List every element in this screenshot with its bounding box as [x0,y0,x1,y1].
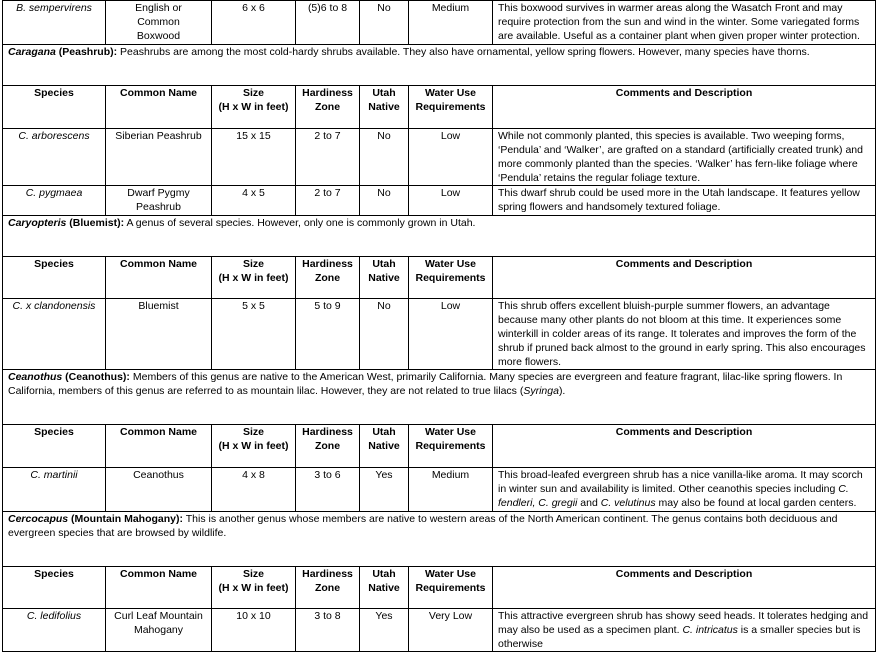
size-cell: 6 x 6 [212,1,296,45]
species-cell: B. sempervirens [3,1,106,45]
header-native: Utah Native [360,257,409,299]
header-comments: Comments and Description [493,86,876,129]
comment-cell: This broad-leafed evergreen shrub has a nice vanilla-like aroma. It may scorch in winter sun and availability is limited. Other ceanothis species including C. fendleri, C. gregii and C. velutinus may also be found at local garden centers. [493,468,876,512]
native-cell: No [360,1,409,45]
header-species: Species [3,425,106,468]
header-row [3,567,876,609]
genus-intro: Ceanothus (Ceanothus): Members of this genus are native to the American West, primarily California. Many species are evergreen and feature fragrant, lilac-like spring flowers. In California, members of this genus are referred to as mountain lilac. However, they are not related to true lilacs (Syringa). [3,370,876,425]
header-zone: Hardiness Zone [296,86,360,129]
genus-row-cercocapus [3,512,876,567]
species-cell: C. arborescens [3,129,106,186]
size-cell: 4 x 8 [212,468,296,512]
species-cell: C. ledifolius [3,609,106,652]
size-cell: 10 x 10 [212,609,296,652]
header-common-name: Common Name [106,567,212,609]
header-common-name: Common Name [106,86,212,129]
genus-intro [3,45,876,86]
header-species: Species [3,86,106,129]
size-cell: 4 x 5 [212,186,296,216]
header-native: Utah Native [360,567,409,609]
header-size: Size (H x W in feet) [212,425,296,468]
common-name-cell: Siberian Peashrub [106,129,212,186]
header-row [3,86,876,129]
header-species: Species [3,257,106,299]
water-cell: Very Low [409,609,493,652]
genus-intro [3,216,876,257]
header-native: Utah Native [360,86,409,129]
header-water: Water Use Requirements [409,567,493,609]
genus-text: Members of this genus are native to the American West, primarily California. Many species are evergreen and feature fragrant, lilac-like spring flowers. In California, members of this genus are referred to as mountain lilac. However, they are not related to true lilacs ( [8,371,843,397]
genus-text: This is another genus whose members are native to western areas of the North American continent. The genus contains both deciduous and evergreen species that are browsed by wildlife. [8,513,838,539]
zone-cell: 2 to 7 [296,186,360,216]
native-cell: Yes [360,609,409,652]
shrub-table [2,0,876,652]
common-name-cell: Ceanothus [106,468,212,512]
water-cell: Low [409,186,493,216]
header-native: Utah Native [360,425,409,468]
header-water: Water Use Requirements [409,425,493,468]
header-comments: Comments and Description [493,425,876,468]
comment-cell: While not commonly planted, this species is available. Two weeping forms, ‘Pendula’ and ‘Walker’, are grafted on a standard (artificially created trunk) and more commonly planted than the species. ‘Walker’ has fern-like foliage where ‘Pendula’ retains the regular foliage texture. [493,129,876,186]
header-size: Size (H x W in feet) [212,567,296,609]
genus-name: Ceanothus [8,371,63,383]
genus-name: Cercocapus [8,513,69,525]
header-zone: Hardiness Zone [296,567,360,609]
genus-common: (Ceanothus): [62,371,130,383]
header-row [3,425,876,468]
header-common-name: Common Name [106,425,212,468]
genus-common: (Bluemist): [66,217,125,229]
water-cell: Low [409,299,493,370]
genus-name: Caryopteris [8,217,67,229]
genus-row-ceanothus [3,370,876,425]
genus-name: Caragana [8,46,56,58]
common-name-cell: English or Common Boxwood [106,1,212,45]
comment-cell: This dwarf shrub could be used more in the Utah landscape. It features yellow spring flowers and handsomely textured foliage. [493,186,876,216]
header-row [3,257,876,299]
zone-cell: (5)6 to 8 [296,1,360,45]
zone-cell: 2 to 7 [296,129,360,186]
header-water: Water Use Requirements [409,257,493,299]
comment-cell: This shrub offers excellent bluish-purple summer flowers, an advantage because many other plants do not bloom at this time. It experiences some winterkill in colder areas of its range. It tolerates and improves the form of the shrub if pruned back almost to the ground in early spring. This also encourages more flowers. [493,299,876,370]
zone-cell: 3 to 8 [296,609,360,652]
table-row [3,468,876,512]
water-cell: Medium [409,468,493,512]
table-row [3,609,876,652]
native-cell: Yes [360,468,409,512]
water-cell: Low [409,129,493,186]
comment-cell: This attractive evergreen shrub has showy seed heads. It tolerates hedging and may also be used as a specimen plant. C. intricatus is a smaller species but is otherwise [493,609,876,652]
table-row [3,1,876,45]
header-zone: Hardiness Zone [296,425,360,468]
header-species: Species [3,567,106,609]
native-cell: No [360,129,409,186]
genus-intro [3,512,876,567]
size-cell: 15 x 15 [212,129,296,186]
species-cell: C. martinii [3,468,106,512]
header-water: Water Use Requirements [409,86,493,129]
zone-cell: 3 to 6 [296,468,360,512]
species-cell: C. pygmaea [3,186,106,216]
header-comments: Comments and Description [493,567,876,609]
header-size: Size (H x W in feet) [212,86,296,129]
header-common-name: Common Name [106,257,212,299]
genus-row-caryopteris [3,216,876,257]
header-zone: Hardiness Zone [296,257,360,299]
genus-text: A genus of several species. However, only one is commonly grown in Utah. [124,217,476,229]
table-row [3,129,876,186]
table-row [3,186,876,216]
genus-common: (Peashrub): [55,46,118,58]
size-cell: 5 x 5 [212,299,296,370]
comment-cell: This boxwood survives in warmer areas along the Wasatch Front and may require protection from the sun and wind in the winter. Some variegated forms are available. Useful as a container plant when given proper winter protection. [493,1,876,45]
common-name-cell: Dwarf Pygmy Peashrub [106,186,212,216]
native-cell: No [360,299,409,370]
native-cell: No [360,186,409,216]
genus-common: (Mountain Mahogany): [68,513,184,525]
table-row [3,299,876,370]
common-name-cell: Curl Leaf Mountain Mahogany [106,609,212,652]
water-cell: Medium [409,1,493,45]
header-comments: Comments and Description [493,257,876,299]
genus-text: Peashrubs are among the most cold-hardy shrubs available. They also have ornamental, yellow spring flowers. However, many species have thorns. [117,46,810,58]
header-size: Size (H x W in feet) [212,257,296,299]
genus-row-caragana [3,45,876,86]
common-name-cell: Bluemist [106,299,212,370]
species-cell: C. x clandonensis [3,299,106,370]
zone-cell: 5 to 9 [296,299,360,370]
